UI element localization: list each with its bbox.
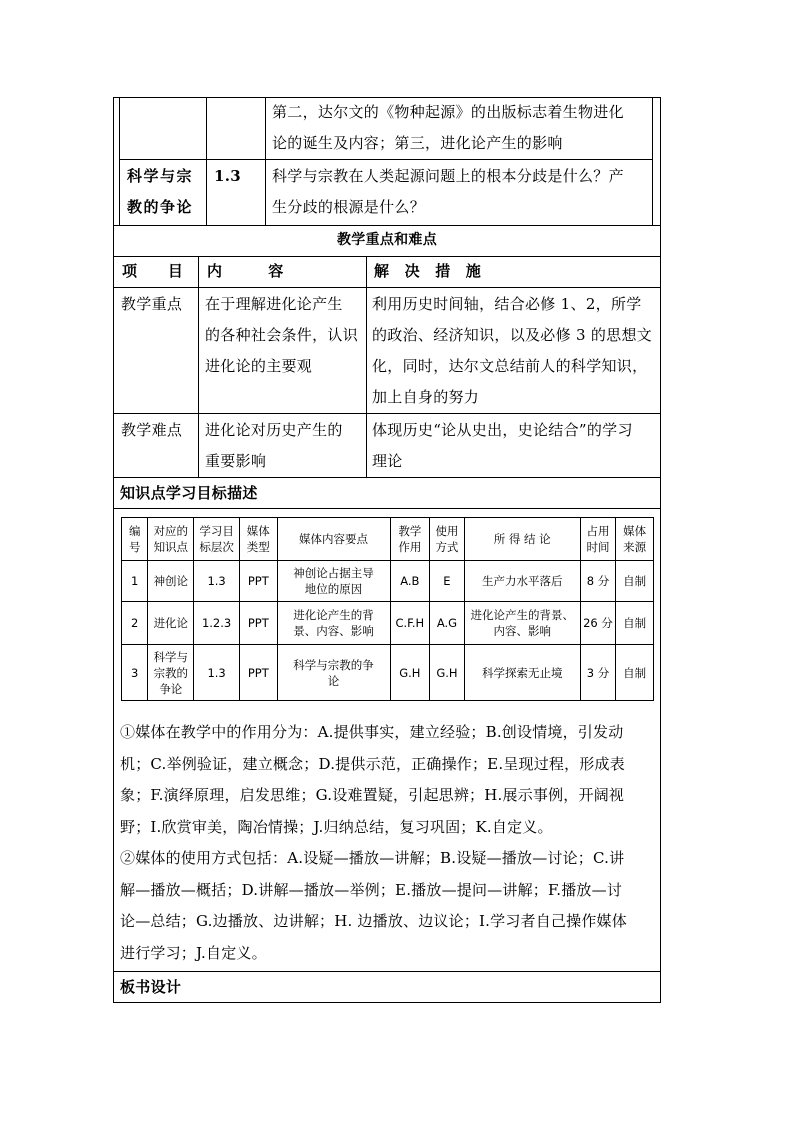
row-point: 进化论	[148, 602, 194, 645]
table-row	[122, 645, 654, 701]
media-role-note	[120, 717, 655, 843]
keypoints-row-divider	[113, 413, 661, 414]
objectives-section-title: 知识点学习目标描述	[120, 484, 258, 502]
note1-line3: 象；F.演绎原理，启发思维；G.设难置疑，引起思辨；H.展示事例，开阔视	[120, 786, 625, 804]
row0-content-line1: 第二，达尔文的《物种起源》的出版标志着生物进化	[272, 103, 624, 121]
header-time: 占用 时间	[580, 518, 616, 561]
top-table-col2-divider	[265, 97, 266, 225]
top-table-right-border	[652, 97, 653, 225]
row-type: PPT	[239, 645, 277, 701]
keypoint-measure-line3: 化，同时，达尔文总结前人的科学知识，	[372, 357, 648, 375]
row-conclusion: 进化论产生的背景、 内容、影响	[464, 602, 580, 645]
row-content: 进化论产生的背 景、内容、影响	[277, 602, 390, 645]
row-no: 3	[122, 645, 148, 701]
keypoints-col1-divider	[198, 256, 199, 477]
row-usage: A.G	[430, 602, 465, 645]
keypoint-measure-line4: 加上自身的努力	[372, 388, 480, 406]
row-content: 科学与宗教的争 论	[277, 645, 390, 701]
note2-line1: ②媒体的使用方式包括：A.设疑—播放—讲解；B.设疑—播放—讨论；C.讲	[120, 849, 625, 867]
difficulty-measure-line2: 理论	[372, 452, 403, 470]
note1-line1: ①媒体在教学中的作用分为：A.提供事实，建立经验；B.创设情境，引发动	[120, 723, 624, 741]
note1-line2: 机；C.举例验证，建立概念；D.提供示范，正确操作；E.呈现过程，形成表	[120, 754, 625, 773]
row-type: PPT	[239, 602, 277, 645]
row-level: 1.2.3	[194, 602, 240, 645]
note2-line2: 解—播放—概括；D.讲解—播放—举例；E.播放—提问—讲解；F.播放—讨	[120, 880, 623, 899]
row-source: 自制	[616, 645, 654, 701]
row1-level: 1.3	[214, 167, 241, 185]
table-row	[122, 602, 654, 645]
row-time: 8 分	[580, 561, 616, 602]
table-row	[122, 561, 654, 602]
row-usage: G.H	[430, 645, 465, 701]
difficulty-measure-line1: 体现历史“论从史出，史论结合”的学习	[372, 421, 633, 439]
keypoint-measure-line2: 的政治、经济知识，以及必修 3 的思想文	[372, 326, 653, 344]
row-level: 1.3	[194, 645, 240, 701]
row-usage: E	[430, 561, 465, 602]
header-level: 学习目 标层次	[194, 518, 240, 561]
row-level: 1.3	[194, 561, 240, 602]
board-section-title: 板书设计	[120, 978, 182, 996]
row-time: 3 分	[580, 645, 616, 701]
top-table-left-border	[119, 97, 120, 225]
keypoints-header-measure: 解 决 措 施	[374, 262, 482, 280]
note2-line4: 进行学习；J.自定义。	[120, 943, 267, 962]
top-table-row-divider	[119, 159, 652, 160]
header-source: 媒体 来源	[616, 518, 654, 561]
difficulty-content-line1: 进化论对历史产生的	[205, 421, 343, 439]
row-conclusion: 科学探索无止境	[464, 645, 580, 701]
row-conclusion: 生产力水平落后	[464, 561, 580, 602]
keypoints-header-bottom	[113, 287, 661, 288]
row1-topic-line2: 教的争论	[127, 198, 194, 216]
media-table	[121, 517, 654, 701]
media-table-header	[122, 518, 654, 561]
difficulty-item: 教学难点	[121, 421, 183, 439]
row-no: 2	[122, 602, 148, 645]
keypoint-measure-line1: 利用历史时间轴，结合必修 1、2，所学	[372, 295, 642, 313]
row1-content-line2: 生分歧的根源是什么？	[272, 198, 426, 216]
header-usage: 使用 方式	[430, 518, 465, 561]
row0-content-line2: 论的诞生及内容；第三，进化论产生的影响	[272, 134, 563, 152]
header-conclusion: 所 得 结 论	[464, 518, 580, 561]
header-content: 媒体内容要点	[277, 518, 390, 561]
keypoint-content-line3: 进化论的主要观	[205, 357, 313, 375]
keypoints-col2-divider	[366, 256, 367, 477]
keypoint-content-line2: 的各种社会条件，认识	[205, 326, 359, 344]
row-role: G.H	[390, 645, 430, 701]
row-no: 1	[122, 561, 148, 602]
row-point: 科学与 宗教的 争论	[148, 645, 194, 701]
keypoints-section-title: 教学重点和难点	[336, 232, 438, 248]
row-role: C.F.H	[390, 602, 430, 645]
row1-content-line1: 科学与宗教在人类起源问题上的根本分歧是什么？产	[272, 167, 624, 185]
header-type: 媒体 类型	[239, 518, 277, 561]
row-source: 自制	[616, 602, 654, 645]
header-role: 教学 作用	[390, 518, 430, 561]
row-point: 神创论	[148, 561, 194, 602]
keypoint-item: 教学重点	[121, 295, 183, 313]
note1-line4: 野；I.欣赏审美，陶冶情操；J.归纳总结，复习巩固；K.自定义。	[120, 817, 553, 836]
row-time: 26 分	[580, 602, 616, 645]
header-point: 对应的 知识点	[148, 518, 194, 561]
keypoint-content-line1: 在于理解进化论产生	[205, 295, 343, 313]
keypoints-header-item: 项 目	[122, 262, 184, 280]
row-type: PPT	[239, 561, 277, 602]
row-role: A.B	[390, 561, 430, 602]
row-source: 自制	[616, 561, 654, 602]
section-divider-board	[113, 971, 661, 972]
row1-topic-line1: 科学与宗	[127, 167, 194, 185]
header-no: 编 号	[122, 518, 148, 561]
top-table-col1-divider	[206, 97, 207, 225]
note2-line3: 论—总结；G.边播放、边讲解；H. 边播放、边议论；I.学习者自己操作媒体	[120, 912, 627, 930]
objectives-title-bottom	[113, 508, 661, 509]
media-usage-note	[120, 843, 655, 969]
keypoints-header-content: 内 容	[207, 262, 284, 280]
difficulty-content-line2: 重要影响	[205, 452, 267, 470]
row-content: 神创论占据主导 地位的原因	[277, 561, 390, 602]
